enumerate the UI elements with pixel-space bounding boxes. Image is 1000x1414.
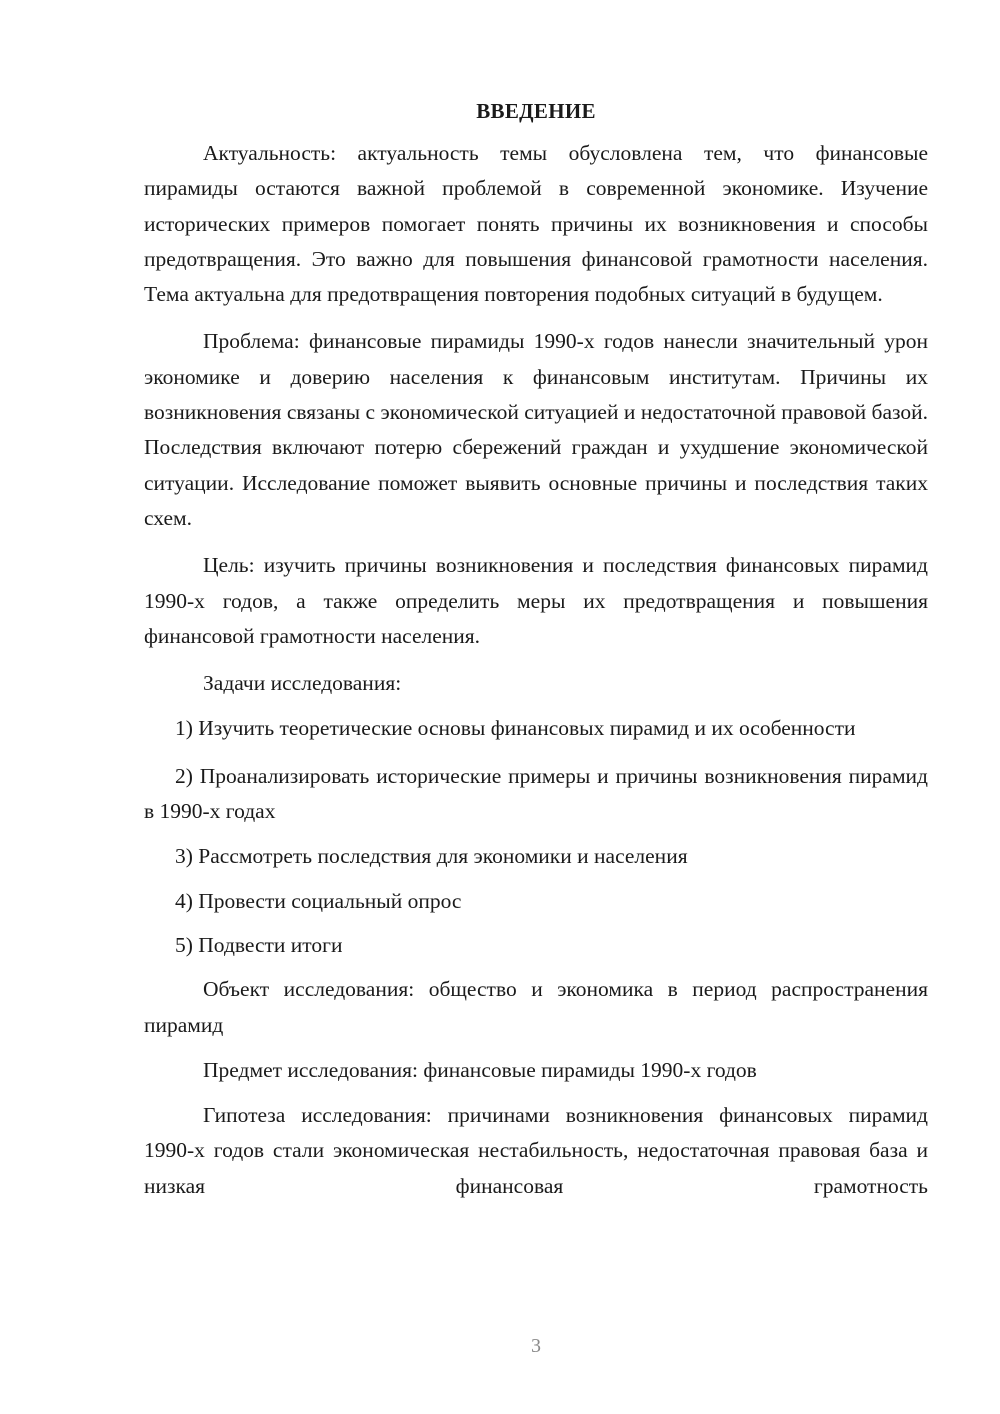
paragraph-hypothesis: Гипотеза исследования: причинами возникновения финансовых пирамид 1990-х годов стали экономическая нестабильность, недостаточная правовая база и низкая финансовая грамотность bbox=[144, 1103, 928, 1198]
task-item-3: 3) Рассмотреть последствия для экономики и населения bbox=[175, 844, 688, 869]
page-number: 3 bbox=[531, 1335, 541, 1357]
task-item-4: 4) Провести социальный опрос bbox=[175, 888, 462, 913]
paragraph-subject: Предмет исследования: финансовые пирамиды 1990-х годов bbox=[203, 1057, 757, 1082]
paragraph-relevance: Актуальность: актуальность темы обусловлена тем, что финансовые пирамиды остаются важной проблемой в современной экономике. Изучение исторических примеров помогает понять причины их возникновения и способы предотвращения. Это важно для повышения финансовой грамотности населения. Тема актуальна для предотвращения повторения подобных ситуаций в будущем. bbox=[144, 141, 928, 307]
tasks-heading: Задачи исследования: bbox=[203, 671, 402, 696]
paragraph-problem: Проблема: финансовые пирамиды 1990-х годов нанесли значительный урон экономике и доверию населения к финансовым институтам. Причины их возникновения связаны с экономической ситуацией и недостаточной правовой базой. Последствия включают потерю сбережений граждан и ухудшение экономической ситуации. Исследование поможет выявить основные причины и последствия таких схем. bbox=[144, 329, 928, 530]
task-item-1: 1) Изучить теоретические основы финансовых пирамид и их особенности bbox=[175, 716, 856, 741]
page-content bbox=[144, 96, 928, 1204]
task-item-2: 2) Проанализировать исторические примеры и причины возникновения пирамид в 1990-х годах bbox=[144, 763, 928, 824]
section-title: ВВЕДЕНИЕ bbox=[476, 99, 596, 123]
paragraph-object: Объект исследования: общество и экономика в период распространения пирамид bbox=[144, 977, 928, 1037]
paragraph-goal: Цель: изучить причины возникновения и последствия финансовых пирамид 1990-х годов, а также определить меры их предотвращения и повышения финансовой грамотности населения. bbox=[144, 553, 928, 648]
task-item-5: 5) Подвести итоги bbox=[175, 932, 343, 957]
